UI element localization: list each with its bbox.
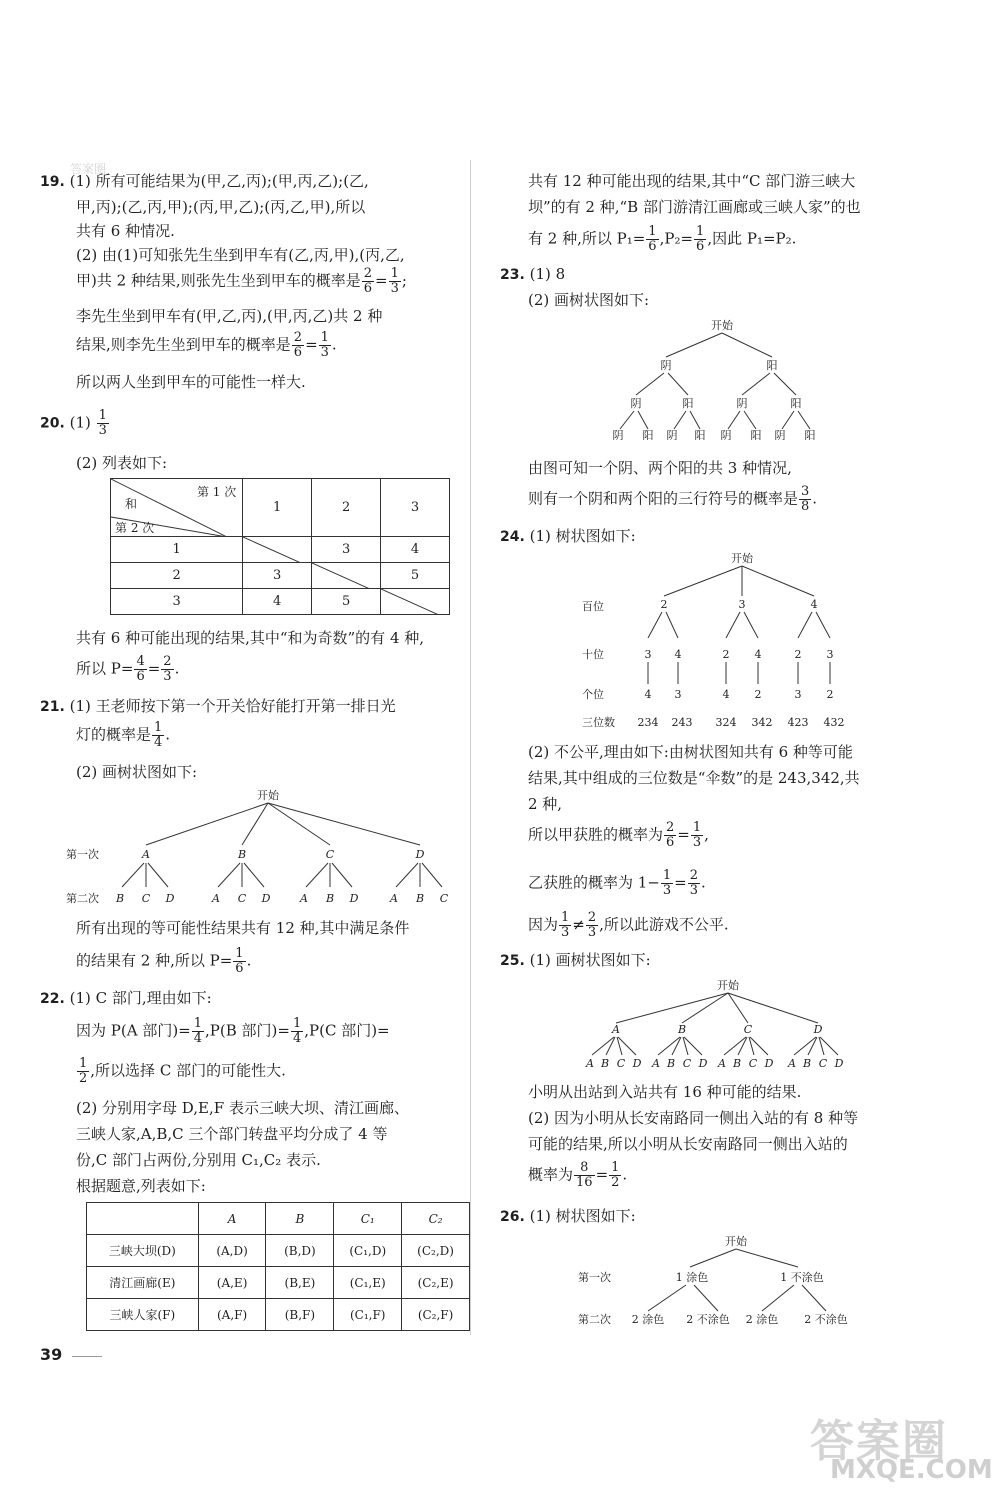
tree-root: 开始 — [717, 979, 739, 992]
tree-leaf: C — [141, 892, 151, 905]
fraction: $\frac{1}{3}$ — [662, 868, 672, 898]
tree-leaf: C — [237, 892, 247, 905]
tree-row2-label: 第二次 — [66, 892, 99, 905]
table-row-header: 2 — [111, 563, 243, 589]
q24-line4: 2 种, — [528, 795, 563, 813]
tree-row1-label: 第一次 — [578, 1271, 611, 1284]
fraction: $\frac{1}{6}$ — [648, 224, 657, 254]
tree-leaf: 234 — [637, 716, 659, 729]
q21-line5: 的结果有 2 种,所以 P= $\frac{1}{6}$ . — [76, 946, 252, 976]
table-cell: (C₂,E) — [402, 1267, 470, 1299]
table-cell: (A,D) — [198, 1235, 266, 1267]
tree-node: 4 — [754, 648, 762, 661]
tree-node: 阳 — [682, 397, 694, 410]
q19-line5: 甲)共 2 种结果,则张先生坐到甲车的概率是 $\frac{2}{6}$ = $\frac{1}{3}$ ; — [76, 266, 407, 296]
tree-node: 3 — [674, 688, 682, 701]
page-number-rule — [72, 1356, 102, 1357]
tree-leaf: D — [261, 892, 271, 905]
tree-root: 开始 — [731, 552, 753, 565]
faded-stamp: 答案圈 — [70, 162, 107, 176]
corner-first-label: 第 1 次 — [196, 485, 237, 499]
fraction: $\frac{1}{4}$ — [154, 720, 163, 750]
table-cell: (C₁,D) — [334, 1235, 402, 1267]
table-row-header: 清江画廊(E) — [87, 1267, 199, 1299]
tree-node: 2 — [754, 688, 762, 701]
q21-line3: (2) 画树状图如下: — [76, 763, 198, 781]
q23-tree-diagram — [600, 315, 830, 440]
tree-node: 4 — [674, 648, 682, 661]
table-col-header: 3 — [381, 479, 450, 537]
tree-node: 2 — [660, 598, 668, 611]
tree-node: A — [142, 848, 150, 861]
tree-row2-label: 第二次 — [578, 1313, 611, 1326]
tree-node: 3 — [826, 648, 834, 661]
table-cell: 5 — [381, 563, 450, 589]
tree-leaf: C — [616, 1057, 626, 1070]
fraction: $\frac{2}{6}$ — [293, 330, 303, 360]
table-row-header: 三峡人家(F) — [87, 1299, 199, 1331]
fraction: $\frac{1}{3}$ — [561, 910, 570, 940]
q21-tree-diagram — [60, 785, 460, 910]
q21-line4: 所有出现的等可能性结果共有 12 种,其中满足条件 — [76, 919, 410, 937]
fraction: $\frac{2}{6}$ — [363, 266, 372, 296]
q20-line4: 所以 P= $\frac{4}{6}$ = $\frac{2}{3}$ . — [76, 654, 180, 684]
tree-leaf: B — [600, 1057, 610, 1070]
tree-node: 1 涂色 — [675, 1271, 709, 1284]
table-corner-cell — [87, 1203, 199, 1235]
q25-tree-diagram — [580, 975, 850, 1071]
tree-node: 阴 — [630, 397, 642, 410]
table-cell: (C₁,E) — [334, 1267, 402, 1299]
combination-table — [86, 1202, 470, 1331]
tree-node: 阳 — [790, 397, 802, 410]
table-cell: (B,F) — [266, 1299, 334, 1331]
sum-table — [110, 478, 450, 615]
q23-line3: 由图可知一个阴、两个阳的共 3 种情况, — [528, 459, 792, 477]
tree-node: 1 不涂色 — [780, 1271, 824, 1284]
fraction: $\frac{4}{6}$ — [136, 654, 145, 684]
corner-sum-label: 和 — [125, 497, 138, 511]
q22-line7: 根据题意,列表如下: — [76, 1177, 206, 1195]
fraction: $\frac{1}{6}$ — [696, 224, 705, 254]
tree-leaf: A — [212, 892, 220, 905]
tree-leaf: 2 不涂色 — [686, 1313, 730, 1326]
tree-node: 3 — [644, 648, 652, 661]
q23-line4: 则有一个阴和两个阳的三行符号的概率是 $\frac{3}{8}$ . — [528, 484, 818, 514]
fraction: $\frac{2}{3}$ — [163, 654, 172, 684]
q25-line2: 小明从出站到入站共有 16 种可能的结果. — [528, 1083, 802, 1101]
table-cell: (A,E) — [198, 1267, 266, 1299]
table-cell: 3 — [243, 563, 312, 589]
tree-row-label: 百位 — [582, 600, 604, 613]
tree-leaf: 阴 — [774, 429, 786, 440]
tree-leaf: C — [682, 1057, 692, 1070]
tree-node: 2 — [722, 648, 730, 661]
q19-line3: 共有 6 种情况. — [76, 222, 175, 240]
tree-leaf: 阳 — [750, 429, 762, 440]
tree-root: 开始 — [711, 319, 733, 332]
watermark-url: MXQE.COM — [830, 1455, 993, 1485]
tree-node: 阴 — [736, 397, 748, 410]
tree-root: 开始 — [257, 789, 279, 802]
q22-cont-line2: 坝”的有 2 种,“B 部门游清江画廊或三峡人家”的也 — [528, 198, 861, 216]
tree-node: 3 — [794, 688, 802, 701]
tree-leaf: A — [300, 892, 308, 905]
tree-node: 2 — [826, 688, 834, 701]
table-col-header: C₁ — [334, 1203, 402, 1235]
tree-node: 4 — [722, 688, 730, 701]
tree-leaf: 2 不涂色 — [804, 1313, 848, 1326]
q22-line3: $\frac{1}{2}$ ,所以选择 C 部门的可能性大. — [79, 1056, 286, 1086]
table-cell: 4 — [243, 589, 312, 615]
fraction: $\frac{2}{3}$ — [587, 910, 597, 940]
tree-leaf: 324 — [715, 716, 737, 729]
tree-leaf: D — [764, 1057, 774, 1070]
tree-leaf: 243 — [671, 716, 693, 729]
q20-line3: 共有 6 种可能出现的结果,其中“和为奇数”的有 4 种, — [76, 629, 425, 647]
q25-line1: 25. (1) 画树状图如下: — [500, 951, 651, 969]
q22-line4: (2) 分别用字母 D,E,F 表示三峡大坝、清江画廊、 — [76, 1099, 409, 1117]
q25-line3: (2) 因为小明从长安南路同一侧出入站的有 8 种等 — [528, 1109, 859, 1127]
table-cell: 5 — [312, 589, 381, 615]
fraction: $\frac{1}{3}$ — [390, 266, 399, 296]
tree-leaf: A — [652, 1057, 660, 1070]
table-col-header: B — [266, 1203, 334, 1235]
q25-line5: 概率为 $\frac{8}{16}$ = $\frac{1}{2}$ . — [528, 1160, 628, 1190]
tree-leaf: C — [748, 1057, 758, 1070]
table-cell: (C₂,F) — [402, 1299, 470, 1331]
table-row-header: 三峡大坝(D) — [87, 1235, 199, 1267]
q19-line4: (2) 由(1)可知张先生坐到甲车有(乙,丙,甲),(丙,乙, — [76, 246, 405, 264]
q23-line2: (2) 画树状图如下: — [528, 291, 650, 309]
fraction: $\frac{1}{3}$ — [692, 820, 702, 850]
watermark-logo: 答案圈 — [810, 1416, 948, 1467]
fraction: $\frac{1}{2}$ — [79, 1056, 88, 1086]
q22-line5: 三峡人家,A,B,C 三个部门转盘平均分成了 4 等 — [76, 1125, 388, 1143]
q26-tree-diagram — [576, 1231, 866, 1331]
fraction: $\frac{8}{16}$ — [576, 1160, 593, 1190]
q19-line7: 结果,则李先生坐到甲车的概率是 $\frac{2}{6}$ = $\frac{1}{3}$ . — [76, 330, 337, 360]
q24-line5: 所以甲获胜的概率为 $\frac{2}{6}$ = $\frac{1}{3}$ , — [528, 820, 709, 850]
table-cell-diagonal — [243, 537, 312, 563]
q19-line8: 所以两人坐到甲车的可能性一样大. — [76, 373, 306, 391]
tree-leaf: 2 涂色 — [631, 1313, 665, 1326]
fraction: $\frac{1}{2}$ — [611, 1160, 620, 1190]
table-cell: (B,D) — [266, 1235, 334, 1267]
table-cell: (A,F) — [198, 1299, 266, 1331]
column-divider — [470, 160, 471, 1335]
tree-node: C — [325, 848, 335, 861]
tree-leaf: C — [818, 1057, 828, 1070]
tree-node: 阴 — [660, 359, 672, 372]
tree-leaf: A — [586, 1057, 594, 1070]
table-col-header: A — [198, 1203, 266, 1235]
table-col-header: 2 — [312, 479, 381, 537]
tree-node: 阳 — [766, 359, 778, 372]
q22-cont-line1: 共有 12 种可能出现的结果,其中“C 部门游三峡大 — [528, 172, 856, 190]
tree-leaf: 阴 — [612, 429, 624, 440]
q20-line2: (2) 列表如下: — [76, 454, 168, 472]
tree-leaf: 432 — [823, 716, 845, 729]
tree-leaf: D — [698, 1057, 708, 1070]
q22-line1: 22. (1) C 部门,理由如下: — [40, 989, 212, 1007]
q22-line2: 因为 P(A 部门)= $\frac{1}{4}$ ,P(B 部门)= $\frac{1}{4}$ ,P(C 部门)= — [76, 1016, 390, 1046]
tree-node: D — [415, 848, 425, 861]
q20-line1: 20. (1) $\frac{1}{3}$ — [40, 408, 107, 438]
q24-line2: (2) 不公平,理由如下:由树状图知共有 6 种等可能 — [528, 743, 853, 761]
tree-leaf: A — [788, 1057, 796, 1070]
tree-node: B — [237, 848, 247, 861]
tree-row1-label: 第一次 — [66, 848, 99, 861]
q22-line6: 份,C 部门占两份,分别用 C₁,C₂ 表示. — [76, 1151, 321, 1169]
q24-line3: 结果,其中组成的三位数是“伞数”的是 243,342,共 — [528, 769, 860, 787]
q24-tree-diagram — [580, 548, 860, 733]
tree-row-label: 十位 — [582, 648, 604, 661]
tree-leaf: B — [115, 892, 125, 905]
table-cell-diagonal — [312, 563, 381, 589]
fraction: $\frac{1}{3}$ — [98, 408, 107, 438]
fraction: $\frac{1}{3}$ — [320, 330, 329, 360]
tree-node: C — [743, 1023, 753, 1036]
tree-leaf: B — [325, 892, 335, 905]
tree-row-label: 三位数 — [582, 716, 615, 729]
fraction: $\frac{1}{4}$ — [292, 1016, 302, 1046]
tree-leaf: 342 — [751, 716, 773, 729]
tree-row-label: 个位 — [582, 688, 604, 701]
fraction: $\frac{2}{3}$ — [689, 868, 699, 898]
q19-line2: 甲,丙);(乙,丙,甲);(丙,甲,乙);(丙,乙,甲),所以 — [76, 198, 366, 216]
q24-line7: 因为 $\frac{1}{3}$ ≠ $\frac{2}{3}$ ,所以此游戏不公平. — [528, 910, 729, 940]
tree-leaf: 阴 — [720, 429, 732, 440]
fraction: $\frac{1}{4}$ — [193, 1016, 203, 1046]
tree-leaf: D — [349, 892, 359, 905]
tree-leaf: D — [632, 1057, 642, 1070]
table-cell: 3 — [312, 537, 381, 563]
table-cell: (B,E) — [266, 1267, 334, 1299]
table-row-header: 3 — [111, 589, 243, 615]
fraction: $\frac{2}{6}$ — [666, 820, 675, 850]
tree-leaf: 阴 — [666, 429, 678, 440]
table-row-header: 1 — [111, 537, 243, 563]
table-cell: 4 — [381, 537, 450, 563]
q23-line1: 23. (1) 8 — [500, 265, 566, 283]
table-col-header: 1 — [243, 479, 312, 537]
tree-node: B — [677, 1023, 687, 1036]
q21-line2: 灯的概率是 $\frac{1}{4}$ . — [76, 720, 171, 750]
table-cell: (C₂,D) — [402, 1235, 470, 1267]
corner-second-label: 第 2 次 — [115, 521, 155, 535]
q19-line1: 19. (1) 所有可能结果为(甲,乙,丙);(甲,丙,乙);(乙, — [40, 172, 369, 190]
tree-leaf: D — [834, 1057, 844, 1070]
fraction: $\frac{1}{6}$ — [235, 946, 244, 976]
page-number: 39 — [40, 1345, 63, 1364]
tree-node: 4 — [644, 688, 652, 701]
tree-root: 开始 — [725, 1235, 747, 1248]
tree-node: 3 — [738, 598, 746, 611]
table-cell-diagonal — [381, 589, 450, 615]
tree-leaf: 阳 — [642, 429, 654, 440]
q25-line4: 可能的结果,所以小明从长安南路同一侧出入站的 — [528, 1135, 848, 1153]
fraction: $\frac{3}{8}$ — [801, 484, 810, 514]
tree-leaf: A — [390, 892, 398, 905]
table-col-header: C₂ — [402, 1203, 470, 1235]
tree-node: D — [813, 1023, 823, 1036]
tree-leaf: 阳 — [694, 429, 706, 440]
q24-line6: 乙获胜的概率为 1− $\frac{1}{3}$ = $\frac{2}{3}$ . — [528, 868, 706, 898]
q19-line6: 李先生坐到甲车有(甲,乙,丙),(甲,丙,乙)共 2 种 — [76, 307, 383, 325]
q22-cont-line3: 有 2 种,所以 P₁= $\frac{1}{6}$ ,P₂= $\frac{1}{6}$ ,因此 P₁=P₂. — [528, 224, 797, 254]
q26-line1: 26. (1) 树状图如下: — [500, 1207, 636, 1225]
tree-leaf: B — [732, 1057, 742, 1070]
tree-leaf: 2 涂色 — [745, 1313, 779, 1326]
q24-line1: 24. (1) 树状图如下: — [500, 527, 636, 545]
tree-leaf: D — [165, 892, 175, 905]
tree-node: 2 — [794, 648, 802, 661]
tree-leaf: B — [666, 1057, 676, 1070]
tree-leaf: 423 — [787, 716, 809, 729]
tree-node: 4 — [810, 598, 818, 611]
tree-leaf: C — [439, 892, 449, 905]
tree-leaf: A — [718, 1057, 726, 1070]
table-corner-cell — [111, 479, 243, 537]
tree-node: A — [612, 1023, 620, 1036]
table-cell: (C₁,F) — [334, 1299, 402, 1331]
tree-leaf: 阳 — [804, 429, 816, 440]
q21-line1: 21. (1) 王老师按下第一个开关恰好能打开第一排日光 — [40, 697, 396, 715]
tree-leaf: B — [415, 892, 425, 905]
tree-leaf: B — [802, 1057, 812, 1070]
